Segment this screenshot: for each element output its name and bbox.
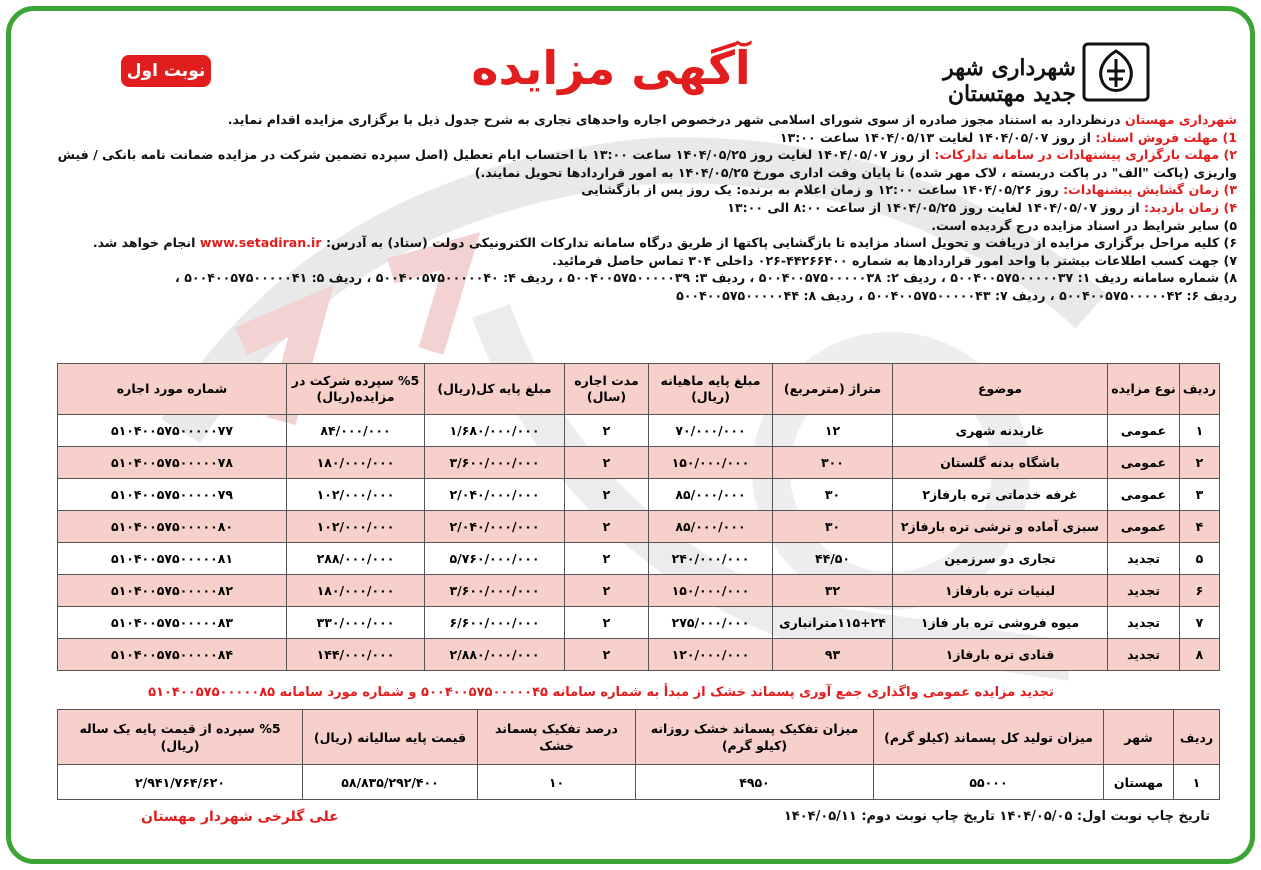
- table-cell: باشگاه بدنه گلستان: [893, 447, 1108, 479]
- table-cell: ۵۵۰۰۰: [874, 765, 1104, 800]
- table-cell: ۸۵/۰۰۰/۰۰۰: [649, 479, 773, 511]
- system-numbers-text-cont: ردیف ۶: ۵۰۰۴۰۰۵۷۵۰۰۰۰۰۴۲ ، ردیف ۷: ۵۰۰۴۰۰۵۷۵۰۰۰۰۰۴۳ ، ردیف ۸: ۵۰۰۴۰۰۵۷۵۰۰۰۰۰۴۴: [676, 287, 1237, 303]
- table-cell: ۳۰: [773, 479, 893, 511]
- table-cell: ۳۰: [773, 511, 893, 543]
- table-cell: قنادی تره بارفاز۱: [893, 639, 1108, 671]
- table-cell: ۱۰۲/۰۰۰/۰۰۰: [287, 511, 425, 543]
- procedure-text: ۶) کلیه مراحل برگزاری مزایده از دریافت و تحویل اسناد مزایده تا بازگشایی پاکتها از طریق درگاه سامانه تدارکات الکترونیکی دولت (ستاد) به آدرس:: [321, 235, 1237, 251]
- table-row: [58, 447, 1220, 479]
- table-cell: ۲: [1180, 447, 1220, 479]
- doc-sale-label: 1) مهلت فروش اسناد:: [1095, 129, 1237, 145]
- table-row: [58, 607, 1220, 639]
- table-cell: تجدید: [1108, 575, 1180, 607]
- table-cell: ۵۱۰۴۰۰۵۷۵۰۰۰۰۰۸۰: [58, 511, 287, 543]
- table-cell: ۲/۰۴۰/۰۰۰/۰۰۰: [425, 511, 565, 543]
- table-cell: ۷: [1180, 607, 1220, 639]
- col-header: شهر: [1104, 710, 1174, 765]
- print-dates: تاریخ چاپ نوبت اول: ۱۴۰۴/۰۵/۰۵ تاریخ چاپ نوبت دوم: ۱۴۰۴/۰۵/۱۱: [783, 809, 1210, 824]
- first-publication-badge: نوبت اول: [121, 55, 211, 87]
- header: [11, 11, 1250, 111]
- upload-deadline-text: از روز ۱۴۰۴/۰۵/۰۷ لغایت روز ۱۴۰۴/۰۵/۲۵ ساعت ۱۳:۰۰ با احتساب ایام تعطیل (اصل سپرده تضمین شرکت در مزایده ضمانت نامه بانکی / فیش: [57, 147, 935, 163]
- table-cell: تجدید: [1108, 543, 1180, 575]
- mayor-signature: علی گلرخی شهردار مهستان: [141, 809, 339, 825]
- table-cell: ۵/۷۶۰/۰۰۰/۰۰۰: [425, 543, 565, 575]
- table-cell: ۲۷۵/۰۰۰/۰۰۰: [649, 607, 773, 639]
- col-header: %5 سپرده از قیمت پایه یک ساله (ریال): [58, 710, 303, 765]
- col-header: متراژ (مترمربع): [773, 364, 893, 415]
- table-cell: ۴: [1180, 511, 1220, 543]
- visit-time-text: از روز ۱۴۰۴/۰۵/۰۷ لغایت روز ۱۴۰۴/۰۵/۲۵ از ساعت ۸:۰۰ الی ۱۳:۰۰: [727, 199, 1145, 215]
- table-cell: ۱۲: [773, 415, 893, 447]
- table-cell: ۱۰۲/۰۰۰/۰۰۰: [287, 479, 425, 511]
- table-cell: ۳۲: [773, 575, 893, 607]
- notice-body: [25, 111, 1237, 305]
- auction-table-header: [58, 364, 1220, 415]
- opening-time-text: روز ۱۴۰۴/۰۵/۲۶ ساعت ۱۲:۰۰ و زمان اعلام به برنده: یک روز پس از بازگشایی: [581, 182, 1064, 198]
- table-cell: ۲: [565, 511, 649, 543]
- col-header: ردیف: [1180, 364, 1220, 415]
- table-cell: ۱۸۰/۰۰۰/۰۰۰: [287, 575, 425, 607]
- table-cell: ۱۲۰/۰۰۰/۰۰۰: [649, 639, 773, 671]
- table-cell: ۵۱۰۴۰۰۵۷۵۰۰۰۰۰۸۱: [58, 543, 287, 575]
- table-cell: تجدید: [1108, 607, 1180, 639]
- table-row: [58, 765, 1220, 800]
- table-cell: ۴۴/۵۰: [773, 543, 893, 575]
- table-cell: ۴۹۵۰: [636, 765, 874, 800]
- col-header: میزان تولید کل پسماند (کیلو گرم): [874, 710, 1104, 765]
- table-cell: عمومی: [1108, 511, 1180, 543]
- table-row: [58, 543, 1220, 575]
- municipality-name: شهرداری شهر جدید مهتستان: [943, 55, 1076, 107]
- table-cell: ۲۴۰/۰۰۰/۰۰۰: [649, 543, 773, 575]
- table-cell: ۱۵۰/۰۰۰/۰۰۰: [649, 575, 773, 607]
- waste-table: [57, 709, 1220, 800]
- table-cell: غاربدنه شهری: [893, 415, 1108, 447]
- table-cell: میوه فروشی تره بار فاز۱: [893, 607, 1108, 639]
- table-row: [58, 479, 1220, 511]
- col-header: %5 سپرده شرکت در مزایده(ریال): [287, 364, 425, 415]
- waste-table-header: [58, 710, 1220, 765]
- table-cell: ۵۱۰۴۰۰۵۷۵۰۰۰۰۰۷۸: [58, 447, 287, 479]
- contact-info-text: ۷) جهت کسب اطلاعات بیشتر با واحد امور قراردادها به شماره ۴۴۲۶۶۴۰۰-۰۲۶ داخلی ۳۰۴ تماس حاصل فرمائید.: [552, 252, 1237, 268]
- table-cell: ۵۱۰۴۰۰۵۷۵۰۰۰۰۰۷۷: [58, 415, 287, 447]
- notice-intro-text: درنظردارد به استناد مجوز صادره از سوی شورای اسلامی شهر درخصوص اجاره واحدهای تجاری به شرح جدول ذیل با برگزاری مزایده اقدام نماید.: [227, 112, 1125, 127]
- upload-deadline-text-cont: واریزی (پاکت "الف" در پاکت دربسته ، لاک مهر شده) تا پایان وقت اداری مورخ ۱۴۰۴/۰۵/۲۵ به امور قراردادها تحویل نمایند.): [474, 164, 1237, 180]
- table-cell: ۱: [1174, 765, 1220, 800]
- table-cell: ۳: [1180, 479, 1220, 511]
- table-cell: ۸۵/۰۰۰/۰۰۰: [649, 511, 773, 543]
- table-cell: ۳۳۰/۰۰۰/۰۰۰: [287, 607, 425, 639]
- table-cell: ۱۰: [478, 765, 636, 800]
- other-conditions-text: ۵) سایر شرایط در اسناد مزایده درج گردیده است.: [931, 217, 1237, 233]
- table-cell: ۲/۹۴۱/۷۶۴/۶۲۰: [58, 765, 303, 800]
- table-row: [58, 511, 1220, 543]
- table-cell: ۵۱۰۴۰۰۵۷۵۰۰۰۰۰۸۴: [58, 639, 287, 671]
- notice-frame: [6, 6, 1255, 864]
- table-cell: ۱۴۴/۰۰۰/۰۰۰: [287, 639, 425, 671]
- table-cell: ۸: [1180, 639, 1220, 671]
- table-cell: ۲: [565, 415, 649, 447]
- table-cell: ۲: [565, 607, 649, 639]
- col-header: درصد تفکیک پسماند خشک: [478, 710, 636, 765]
- visit-time-label: ۴) زمان بازدید:: [1144, 199, 1237, 215]
- table-cell: ۵۱۰۴۰۰۵۷۵۰۰۰۰۰۸۳: [58, 607, 287, 639]
- col-header: ردیف: [1174, 710, 1220, 765]
- table-cell: ۵۱۰۴۰۰۵۷۵۰۰۰۰۰۷۹: [58, 479, 287, 511]
- table-cell: ۵: [1180, 543, 1220, 575]
- waste-auction-note: تجدید مزایده عمومی واگذاری جمع آوری پسماند خشک از مبدأ به شماره سامانه ۵۰۰۴۰۰۵۷۵۰۰۰۰۰۴۵ و شماره مورد سامانه ۵۱۰۴۰۰۵۷۵۰۰۰۰۰۸۵: [148, 685, 1054, 700]
- table-cell: سبزی آماده و ترشی تره بارفاز۲: [893, 511, 1108, 543]
- table-cell: عمومی: [1108, 479, 1180, 511]
- doc-sale-text: از روز ۱۴۰۴/۰۵/۰۷ لغایت ۱۴۰۴/۰۵/۱۳ ساعت ۱۳:۰۰: [779, 129, 1096, 145]
- opening-time-label: ۳) زمان گشایش پیشنهادات:: [1063, 182, 1237, 198]
- table-cell: ۱۸۰/۰۰۰/۰۰۰: [287, 447, 425, 479]
- table-cell: ۷۰/۰۰۰/۰۰۰: [649, 415, 773, 447]
- setadiran-link[interactable]: www.setadiran.ir: [199, 235, 322, 251]
- col-header: شماره مورد اجاره: [58, 364, 287, 415]
- table-cell: ۳۰۰: [773, 447, 893, 479]
- table-cell: لبنیات تره بارفاز۱: [893, 575, 1108, 607]
- table-cell: ۱: [1180, 415, 1220, 447]
- col-header: میزان تفکیک پسماند خشک روزانه (کیلو گرم): [636, 710, 874, 765]
- table-row: [58, 639, 1220, 671]
- table-cell: ۲: [565, 543, 649, 575]
- table-cell: تجدید: [1108, 639, 1180, 671]
- table-cell: تجاری دو سرزمین: [893, 543, 1108, 575]
- col-header: قیمت پایه سالیانه (ریال): [303, 710, 478, 765]
- table-cell: ۵۱۰۴۰۰۵۷۵۰۰۰۰۰۸۲: [58, 575, 287, 607]
- table-cell: عمومی: [1108, 447, 1180, 479]
- table-cell: ۱/۶۸۰/۰۰۰/۰۰۰: [425, 415, 565, 447]
- table-cell: ۲/۰۴۰/۰۰۰/۰۰۰: [425, 479, 565, 511]
- table-cell: عمومی: [1108, 415, 1180, 447]
- table-cell: ۲: [565, 479, 649, 511]
- table-cell: ۵۸/۸۳۵/۲۹۲/۴۰۰: [303, 765, 478, 800]
- table-cell: ۶: [1180, 575, 1220, 607]
- table-cell: ۲۸۸/۰۰۰/۰۰۰: [287, 543, 425, 575]
- municipality-name-inline: شهرداری مهستان: [1124, 112, 1237, 127]
- col-header: مبلغ پایه کل(ریال): [425, 364, 565, 415]
- table-cell: غرفه خدماتی تره بارفاز۲: [893, 479, 1108, 511]
- col-header: موضوع: [893, 364, 1108, 415]
- table-cell: ۲/۸۸۰/۰۰۰/۰۰۰: [425, 639, 565, 671]
- table-cell: ۶/۶۰۰/۰۰۰/۰۰۰: [425, 607, 565, 639]
- table-cell: ۲: [565, 447, 649, 479]
- table-cell: ۲: [565, 639, 649, 671]
- table-cell: ۱۵۰/۰۰۰/۰۰۰: [649, 447, 773, 479]
- table-cell: ۲: [565, 575, 649, 607]
- table-cell: ۹۳: [773, 639, 893, 671]
- table-cell: ۳/۶۰۰/۰۰۰/۰۰۰: [425, 447, 565, 479]
- upload-deadline-label: ۲) مهلت بارگزاری پیشنهادات در سامانه تدارکات:: [934, 147, 1237, 163]
- table-cell: ۳/۶۰۰/۰۰۰/۰۰۰: [425, 575, 565, 607]
- table-row: [58, 415, 1220, 447]
- table-cell: ۸۴/۰۰۰/۰۰۰: [287, 415, 425, 447]
- table-row: [58, 575, 1220, 607]
- col-header: مبلغ پایه ماهیانه (ریال): [649, 364, 773, 415]
- col-header: نوع مزایده: [1108, 364, 1180, 415]
- auction-table: [57, 363, 1220, 671]
- col-header: مدت اجاره (سال): [565, 364, 649, 415]
- table-cell: مهستان: [1104, 765, 1174, 800]
- table-cell: ۱۱۵+۲۴مترانباری: [773, 607, 893, 639]
- page-title: آگهی مزایده: [471, 41, 751, 95]
- system-numbers-text: ۸) شماره سامانه ردیف ۱: ۵۰۰۴۰۰۵۷۵۰۰۰۰۰۳۷ ، ردیف ۲: ۵۰۰۴۰۰۵۷۵۰۰۰۰۰۳۸ ، ردیف ۳: ۵۰۰۴۰۰۵۷۵۰۰۰۰۰۳۹ ، ردیف ۴: ۵۰۰۴۰۰۵۷۵۰۰۰۰۰۴۰ ، ردیف ۵: ۵۰۰۴۰۰۵۷۵۰۰۰۰۰۴۱ ،: [175, 270, 1237, 286]
- municipality-logo-icon: [1081, 41, 1151, 103]
- procedure-text-end: انجام خواهد شد.: [92, 235, 200, 251]
